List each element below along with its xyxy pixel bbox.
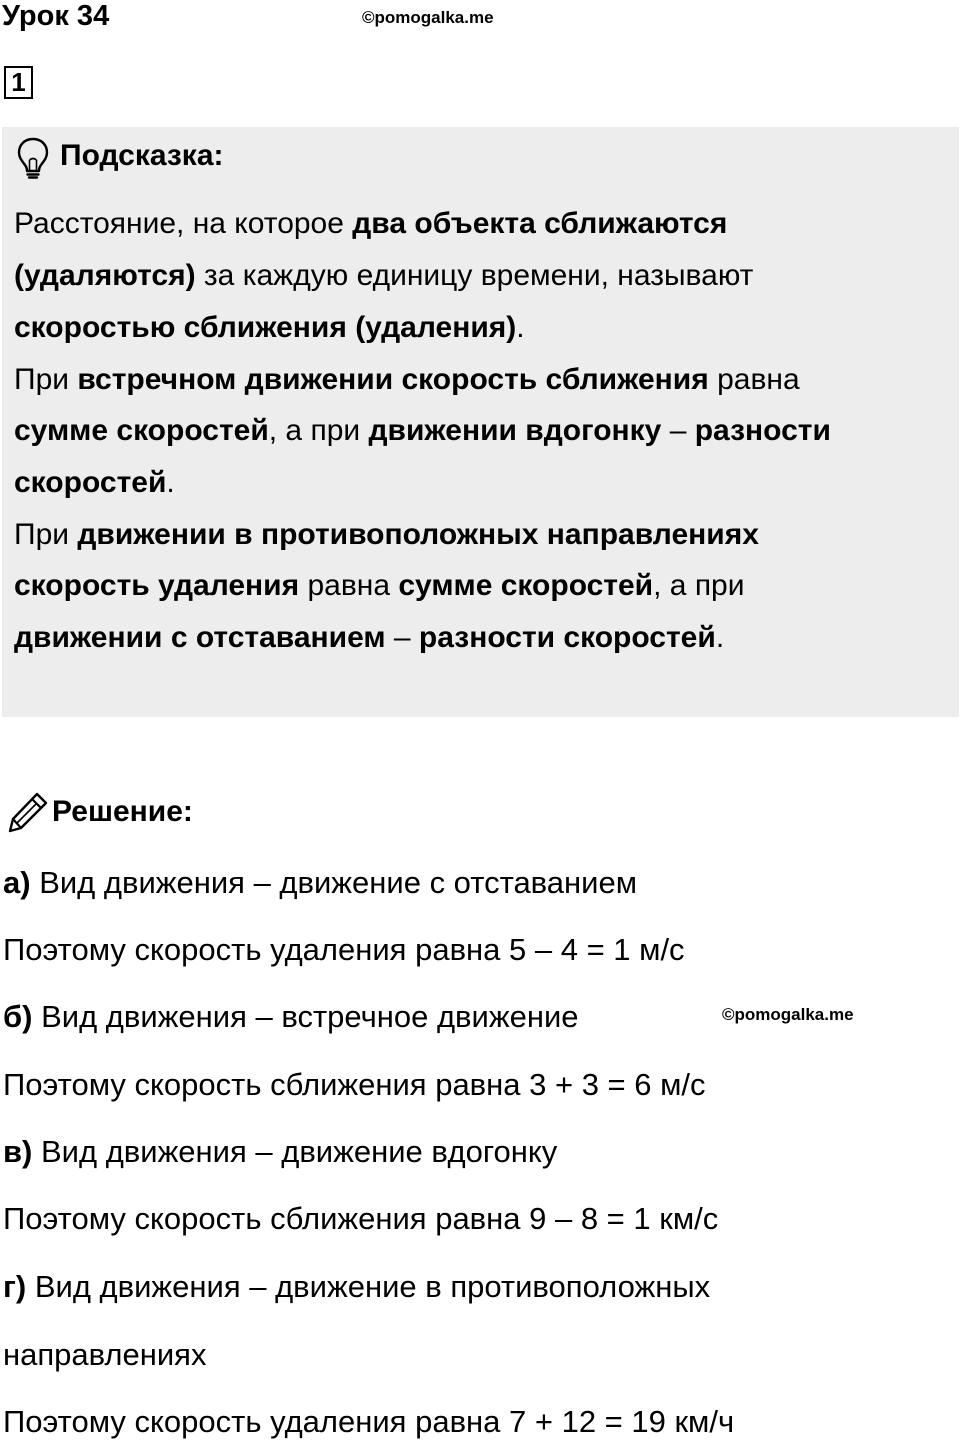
hint-line xyxy=(14,258,753,294)
solution-result-a: Поэтому скорость удаления равна 5 – 4 = 1 м/с xyxy=(3,932,685,967)
task-number-box: 1 xyxy=(4,66,33,99)
hint-line xyxy=(14,568,745,604)
item-text: Вид движения – встречное движение xyxy=(32,999,579,1034)
item-text: Вид движения – движение вдогонку xyxy=(32,1134,558,1169)
hint-bold-text: скорость удаления xyxy=(14,569,300,602)
hint-text: , а при xyxy=(653,569,745,602)
hint-text: – xyxy=(385,621,419,654)
hint-line xyxy=(14,465,175,501)
hint-text: – xyxy=(661,414,695,447)
hint-text: . xyxy=(715,621,725,654)
item-label: г) xyxy=(3,1269,27,1304)
hint-bold-text: движении вдогонку xyxy=(368,414,662,447)
hint-line xyxy=(14,310,525,346)
solution-result-v: Поэтому скорость сближения равна 9 – 8 = 1 км/с xyxy=(3,1201,719,1236)
hint-bold-text: движении с отставанием xyxy=(14,621,386,654)
lesson-title: Урок 34 xyxy=(2,0,110,32)
solution-result-b: Поэтому скорость сближения равна 3 + 3 = 6 м/с xyxy=(3,1067,706,1102)
hint-title: Подсказка: xyxy=(60,139,224,172)
hint-text: равна xyxy=(299,569,399,602)
hint-bold-text: два объекта сближаются xyxy=(352,207,728,240)
lightbulb-icon xyxy=(16,136,50,180)
hint-line xyxy=(14,517,759,553)
hint-text: При xyxy=(14,363,78,396)
hint-bold-text: разности скоростей xyxy=(418,621,716,654)
hint-line xyxy=(14,206,727,242)
hint-line xyxy=(14,413,831,449)
solution-title: Решение: xyxy=(52,795,193,828)
hint-bold-text: скоростью сближения (удаления) xyxy=(14,311,517,344)
hint-bold-text: (удаляются) xyxy=(14,259,196,292)
hint-bold-text: сумме скоростей xyxy=(14,414,269,447)
hint-bold-text: встречном движении скорость сближения xyxy=(77,363,709,396)
watermark: ©pomogalka.me xyxy=(722,1005,854,1024)
pencil-icon xyxy=(6,790,50,834)
solution-item-g-continued: направлениях xyxy=(3,1337,207,1372)
hint-bold-text: разности xyxy=(694,414,831,447)
item-label: б) xyxy=(3,999,33,1034)
solution-item-a xyxy=(3,864,637,902)
item-label: а) xyxy=(3,865,31,900)
hint-text: за каждую единицу времени, называют xyxy=(195,259,754,292)
watermark: ©pomogalka.me xyxy=(362,8,494,27)
hint-text: . xyxy=(516,311,525,344)
solution-item-g xyxy=(3,1268,710,1306)
hint-text: равна xyxy=(708,363,800,396)
solution-result-g: Поэтому скорость удаления равна 7 + 12 = 19 км/ч xyxy=(3,1404,735,1439)
solution-item-b xyxy=(3,998,579,1036)
item-label: в) xyxy=(3,1134,33,1169)
hint-text: , а при xyxy=(268,414,369,447)
hint-bold-text: скоростей xyxy=(14,466,167,499)
hint-line xyxy=(14,362,800,398)
hint-text: Расстояние, на которое xyxy=(14,207,353,240)
hint-line xyxy=(14,620,724,656)
item-text: Вид движения – движение в противоположных xyxy=(26,1269,711,1304)
hint-bold-text: сумме скоростей xyxy=(398,569,654,602)
item-text: Вид движения – движение с отставанием xyxy=(30,865,638,900)
hint-bold-text: движении в противоположных направлениях xyxy=(77,518,759,551)
solution-item-v xyxy=(3,1133,557,1171)
hint-text: . xyxy=(166,466,175,499)
hint-text: При xyxy=(14,518,78,551)
